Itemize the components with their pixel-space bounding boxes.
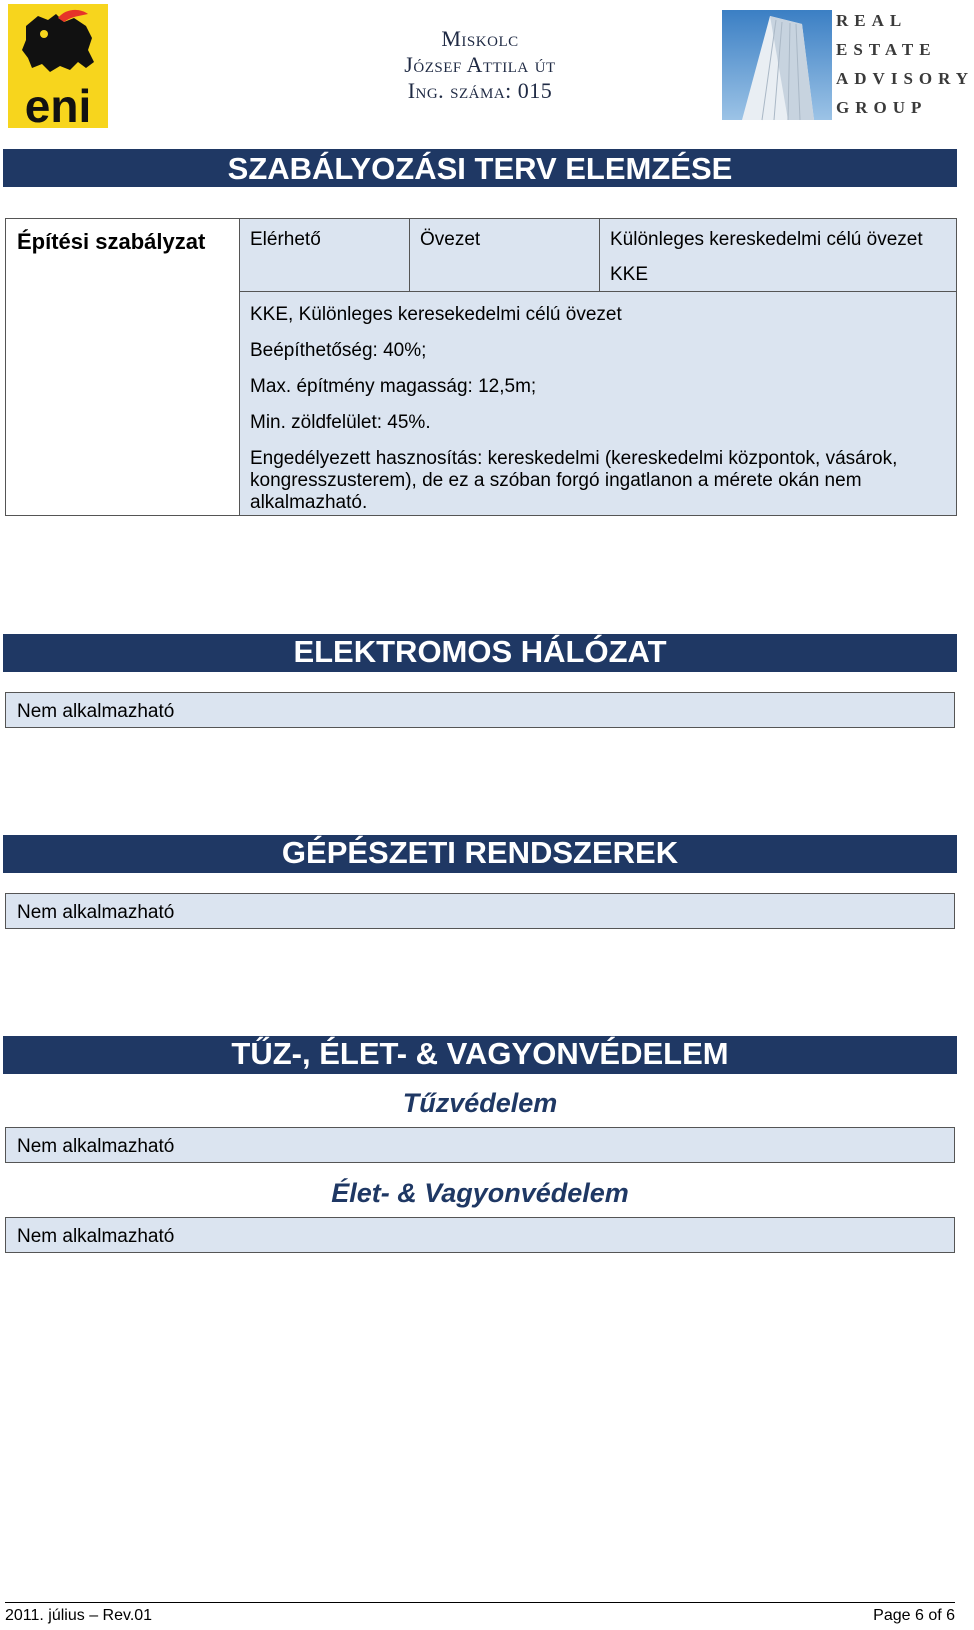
header-property-number: Ing. száma: 015 bbox=[407, 78, 553, 103]
detail-max-height: Max. építmény magasság: 12,5m; bbox=[250, 376, 537, 397]
building-regulation-table bbox=[5, 218, 957, 516]
subheading-life-property-protection: Élet- & Vagyonvédelem bbox=[331, 1178, 629, 1208]
eni-logo bbox=[8, 4, 108, 132]
row-label-cell bbox=[6, 219, 240, 515]
zone-value-name: Különleges kereskedelmi célú övezet bbox=[610, 229, 923, 250]
zone-label-cell bbox=[410, 219, 600, 291]
row-label: Építési szabályzat bbox=[17, 229, 206, 254]
rea-logo-text bbox=[836, 6, 974, 122]
zone-value-cell bbox=[600, 219, 956, 291]
electrical-network-row bbox=[5, 692, 955, 728]
section-title-electrical-network: ELEKTROMOS HÁLÓZAT bbox=[3, 634, 957, 672]
fire-protection-row bbox=[5, 1127, 955, 1163]
mechanical-systems-value: Nem alkalmazható bbox=[17, 902, 175, 923]
zone-label: Övezet bbox=[420, 229, 481, 250]
header-address bbox=[330, 26, 630, 104]
life-property-protection-value: Nem alkalmazható bbox=[17, 1226, 175, 1247]
header-city: Miskolc bbox=[441, 26, 519, 51]
header-street: József Attila út bbox=[404, 52, 556, 77]
svg-text:eni: eni bbox=[24, 80, 92, 132]
section-title-mechanical-systems: GÉPÉSZETI RENDSZEREK bbox=[3, 835, 957, 873]
electrical-network-value: Nem alkalmazható bbox=[17, 701, 175, 722]
footer-divider bbox=[5, 1602, 955, 1603]
detail-coverage: Beépíthetőség: 40%; bbox=[250, 340, 427, 361]
regulation-details-cell bbox=[240, 291, 956, 515]
mechanical-systems-row bbox=[5, 893, 955, 929]
detail-zone: KKE, Különleges keresekedelmi célú övezet bbox=[250, 304, 622, 325]
rea-logo-word-1: REAL bbox=[836, 11, 908, 30]
rea-logo-word-4: GROUP bbox=[836, 98, 928, 117]
section-title-regulation-analysis: SZABÁLYOZÁSI TERV ELEMZÉSE bbox=[3, 149, 957, 187]
availability-value: Elérhető bbox=[250, 229, 321, 250]
building-icon bbox=[722, 10, 832, 120]
availability-cell bbox=[240, 219, 410, 291]
subheading-fire-protection: Tűzvédelem bbox=[402, 1088, 558, 1118]
real-estate-advisory-group-logo bbox=[722, 6, 974, 124]
footer-page-number: Page 6 of 6 bbox=[873, 1607, 955, 1624]
section-title-fire-life-property: TŰZ-, ÉLET- & VAGYONVÉDELEM bbox=[3, 1036, 957, 1074]
rea-logo-word-3: ADVISORY bbox=[836, 69, 974, 88]
life-property-protection-row bbox=[5, 1217, 955, 1253]
fire-protection-value: Nem alkalmazható bbox=[17, 1136, 175, 1157]
detail-min-green: Min. zöldfelület: 45%. bbox=[250, 412, 431, 433]
footer-date-revision: 2011. július – Rev.01 bbox=[5, 1607, 153, 1624]
rea-logo-word-2: ESTATE bbox=[836, 40, 937, 59]
detail-permitted-use: Engedélyezett hasznosítás: kereskedelmi (kereskedelmi központok, vásárok, kongresszusterem), de ez a szóban forgó ingatlanon a mérete okán nem alkalmazható. bbox=[250, 448, 898, 513]
zone-value-code: KKE bbox=[610, 264, 649, 285]
